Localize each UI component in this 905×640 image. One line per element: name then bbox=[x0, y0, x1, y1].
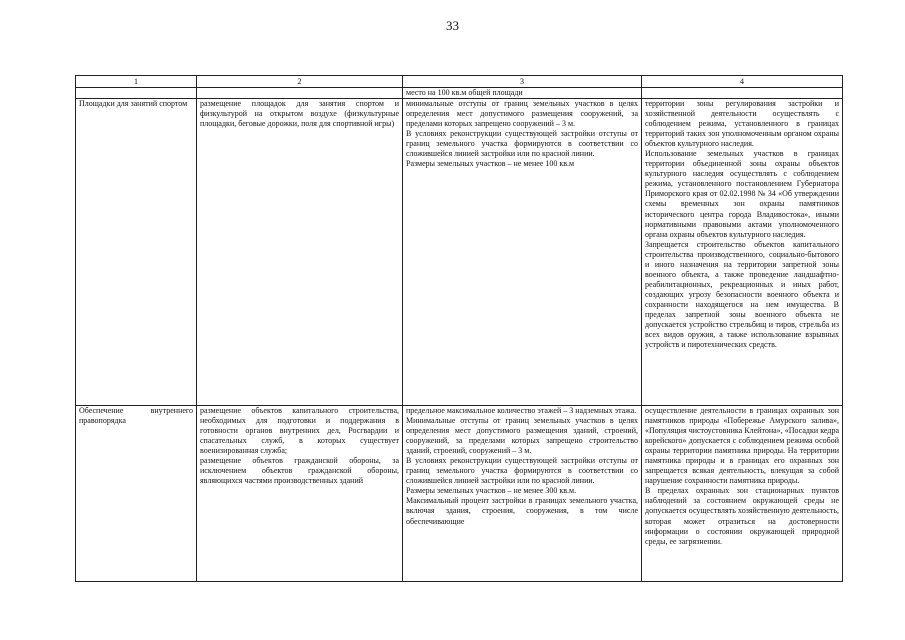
column-number: 4 bbox=[642, 76, 843, 88]
use-restrictions bbox=[642, 99, 843, 406]
parameter-paragraph: В условиях реконструкции существующей застройки отступы от границ земельного участка формируются в соответствии со сложившейся линией застройки или по красной линии. bbox=[406, 456, 638, 486]
parameter-paragraph: Максимальный процент застройки в границах земельного участка, включая здания, строения, сооружения, в том числе обеспечивающие bbox=[406, 496, 638, 526]
building-parameters bbox=[403, 99, 642, 406]
land-use-description: размещение площадок для занятия спортом и физкультурой на открытом воздухе (физкультурные площадки, беговые дорожки, поля для спортивной игры) bbox=[197, 99, 403, 406]
land-use-name: Обеспечение внутреннего правопорядка bbox=[76, 406, 197, 582]
column-number: 1 bbox=[76, 76, 197, 88]
continuation-col2 bbox=[197, 88, 403, 99]
continuation-col4 bbox=[642, 88, 843, 99]
column-number-row bbox=[76, 76, 843, 88]
continuation-col3: место на 100 кв.м общей площади bbox=[403, 88, 642, 99]
use-restrictions bbox=[642, 406, 843, 582]
description-paragraph: размещение объектов капитального строительства, необходимых для подготовки и поддержания в готовности органов внутренних дел, Росгвардии и спасательных служб, в которых существует военизированная служба; bbox=[200, 406, 399, 456]
building-parameters bbox=[403, 406, 642, 582]
restriction-paragraph: В пределах охранных зон стационарных пунктов наблюдений за состоянием окружающей среды не допускается осуществлять хозяйственную деятельность, которая может отразиться на достоверности информации о состоянии окружающей природной среды, ее загрязнении. bbox=[645, 486, 839, 546]
parameter-paragraph: Размеры земельных участков – не менее 300 кв.м. bbox=[406, 486, 577, 496]
restriction-paragraph: территории зоны регулирования застройки и хозяйственной деятельности осуществлять с соблюдением режима, установленного в границах территорий таких зон уполномоченным органом охраны объектов культурного наследия. bbox=[645, 99, 839, 149]
column-number: 3 bbox=[403, 76, 642, 88]
restriction-paragraph: Запрещается строительство объектов капитального строительства производственного, социально-бытового и иного назначения на территории запретной зоны военного объекта, а также проведение ландшафтно-реабилитационных, рекреационных и иных работ, создающих угрозу безопасности военного объекта и сохранности находящегося на нем имущества. В пределах запретной зоны военного объекта не допускается устройство стрельбищ и тиров, стрельба из всех видов оружия, а также использование взрывных устройств и пиротехнических средств. bbox=[645, 239, 839, 350]
page-number: 33 bbox=[446, 18, 459, 33]
regulations-table bbox=[75, 75, 843, 582]
restriction-paragraph: осуществление деятельности в границах охранных зон памятников природы «Побережье Амурского залива», «Популяция чистоустовника Клейтона», «Посадки кедра корейского» допускается с соблюдением режима особой охраны территории памятника природы. На территории памятника природы и в границах его охранных зон запрещается всякая деятельность, влекущая за собой нарушение сохранности памятника природы. bbox=[645, 406, 839, 486]
table-row-sports-grounds bbox=[76, 99, 843, 406]
parameter-paragraph: В условиях реконструкции существующей застройки отступы от границ земельного участка формируются в соответствии со сложившейся линией застройки или по красной линии. bbox=[406, 129, 638, 159]
column-number: 2 bbox=[197, 76, 403, 88]
restriction-paragraph: Использование земельных участков в границах территории объединенной зоны охраны объектов культурного наследия осуществлять с соблюдением режима, установленного постановлением Губернатора Приморского края от 02.02.1998 № 34 «Об утверждении схемы временных зон охраны памятников исторического центра города Владивостока», иными нормативными правовыми актами уполномоченного органа охраны объектов культурного наследия. bbox=[645, 149, 839, 239]
parameter-paragraph: предельное максимальное количество этажей – 3 надземных этажа. bbox=[406, 406, 637, 415]
parameter-paragraph: минимальные отступы от границ земельных участков в целях определения мест допустимого размещения сооружений, за пределами которых запрещено сооружений – 3 м. bbox=[406, 99, 638, 129]
description-paragraph: размещение объектов гражданской обороны, за исключением объектов гражданской обороны, являющихся частями производственных зданий bbox=[200, 456, 399, 486]
parameter-paragraph: Минимальные отступы от границ земельных участков в целях определения мест допустимого размещения зданий, строений, сооружений, за пределами которых запрещено строительство зданий, строений, сооружений – 3 м. bbox=[406, 416, 638, 456]
continuation-col1 bbox=[76, 88, 197, 99]
continuation-row bbox=[76, 88, 843, 99]
table-row-internal-order bbox=[76, 406, 843, 582]
parameter-paragraph: Размеры земельных участков – не менее 100 кв.м bbox=[406, 159, 575, 169]
land-use-name: Площадки для занятий спортом bbox=[76, 99, 197, 406]
land-use-description bbox=[197, 406, 403, 582]
